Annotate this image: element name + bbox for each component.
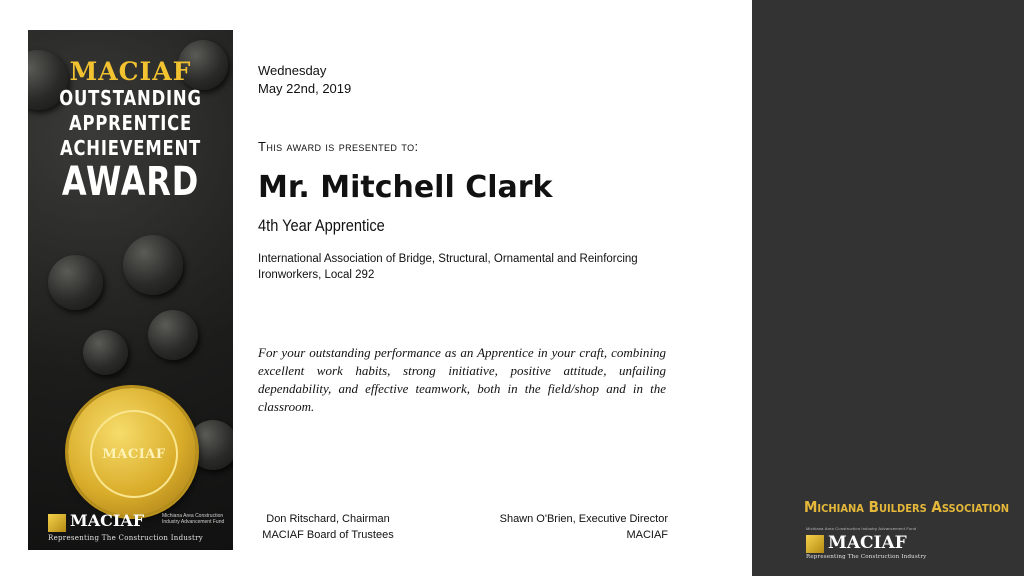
award-citation: For your outstanding performance as an Apprentice in your craft, combining excellent work habits, strong initiative, positive attitude, unfailing dependability, and effective teamwork, both in the field/shop and in the classroom. [258, 345, 666, 414]
gold-medal-icon [68, 388, 196, 516]
banner-footer-logo [48, 512, 228, 540]
medal-inner [90, 410, 178, 498]
banner-maciaf: MACIAF [69, 57, 192, 86]
recipient-name: Mr. Mitchell Clark [258, 170, 553, 205]
medal-text: MACIAF [102, 446, 166, 462]
banner-line-outstanding: OUTSTANDING [59, 86, 202, 110]
banner-line-achievement: ACHIEVEMENT [59, 136, 202, 160]
signer1-name: Don Ritschard, Chairman [266, 513, 390, 525]
award-date [258, 62, 351, 98]
bolt-decoration [83, 330, 128, 375]
mba-logo-text: Michiana Builders Association [804, 498, 1010, 516]
maciaf-logo-icon [48, 514, 66, 532]
footer-small-text: Michiana Area Construction Industry Advancement Fund [162, 513, 225, 525]
banner-award: AWARD [61, 159, 200, 205]
bolt-decoration [48, 255, 103, 310]
date-full: May 22nd, 2019 [258, 81, 352, 96]
signer1-org: MACIAF Board of Trustees [262, 529, 394, 541]
right-logo-tagline: Representing The Construction Industry [806, 554, 927, 560]
date-day: Wednesday [258, 63, 327, 78]
right-logo-text: MACIAF [828, 533, 907, 553]
bolt-decoration [148, 310, 198, 360]
recipient-rank: 4th Year Apprentice [258, 216, 385, 235]
right-maciaf-logo [806, 526, 966, 562]
recipient-organization: International Association of Bridge, Structural, Ornamental and Reinforcing Ironworkers, Local 292 [258, 253, 638, 281]
right-logo-small: Michiana Area Construction Industry Advancement Fund [806, 526, 917, 531]
award-banner [28, 30, 233, 550]
banner-title [28, 58, 233, 203]
signer2-org: MACIAF [626, 529, 668, 541]
signer2-name: Shawn O'Brien, Executive Director [499, 513, 668, 525]
banner-line-apprentice: APPRENTICE [68, 111, 193, 135]
bolt-decoration [123, 235, 183, 295]
footer-logo-text: MACIAF [70, 511, 145, 530]
signature-chairman [248, 511, 408, 543]
signature-director [458, 511, 668, 543]
presented-to-label: This award is presented to: [258, 139, 419, 154]
maciaf-logo-icon [806, 535, 824, 553]
footer-tagline: Representing The Construction Industry [48, 534, 204, 542]
